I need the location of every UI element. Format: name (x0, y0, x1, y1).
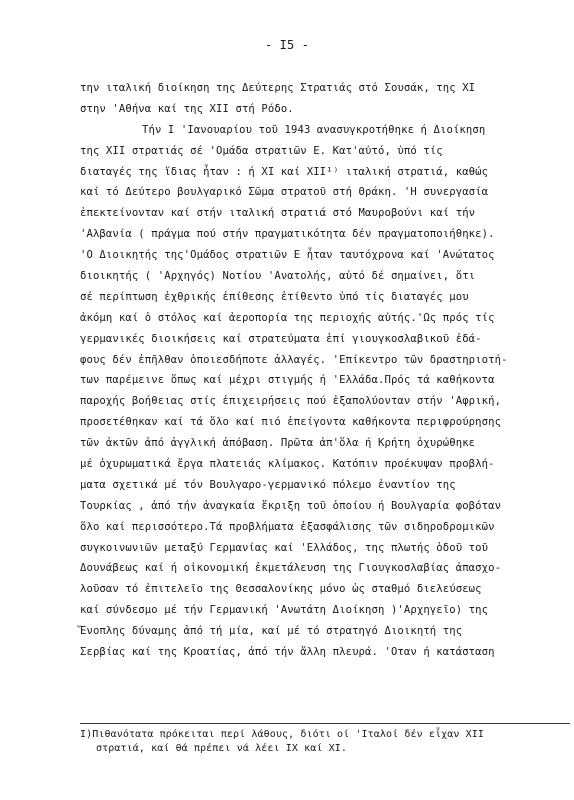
text-line: μέ ὀχυρωματικά ἔργα πλατειάς κλίμακος. Κατόπιν προέκυψαν προβλή- (80, 458, 495, 471)
text-line: ὅλο καί περισσότερο.Τά προβλήματα ἐξασφάλισης τῶν σιδηροδρομικῶν (80, 520, 495, 533)
text-line: τῶν ἀκτῶν ἀπό ἀγγλική ἀπόβαση. Πρῶτα ἀπ'ὅλα ή Κρήτη ὀχυρώθηκε (80, 437, 476, 450)
text-line: φους δέν ἐπῆλθαν ὁποιεσδήποτε ἀλλαγές. 'Επίκεντρο τῶν δραστηριοτή- (80, 353, 508, 366)
text-line: Σερβίας καί της Κροατίας, ἀπό τήν ἄλλη πλευρά. 'Οταν ή κατάσταση (80, 646, 495, 659)
text-line: Δουνάβεως καί ή οἰκονομική ἐκμετάλευση της Γιουγκοσλαβίας ἀπασχο- (80, 562, 502, 575)
text-line: της ΧΙΙ στρατιάς σέ 'Ομάδα στρατιῶν Ε. Κατ'αὐτό, ὑπό τίς (80, 144, 443, 157)
text-line: 'Αλβανία ( πράγμα πού στήν πραγματικότητα δέν πραγματοποιήθηκε). (80, 228, 495, 241)
footnote (80, 728, 570, 756)
text-line: σέ περίπτωση ἐχθρικής ἐπίθεσης ἐτίθεντο ὑπό τίς διαταγές μου (80, 290, 469, 303)
text-line: λοῦσαν τό ἐπιτελεῖο της Θεσσαλονίκης μόνο ὡς σταθμό διελεύσεως (80, 583, 482, 596)
text-line: Τήν Ι 'Ιανουαρίου τοῦ 1943 ανασυγκροτήθηκε ή Διοίκηση (142, 123, 486, 136)
text-line: συγκοινωνιῶν μεταξύ Γερμανίας καί 'Ελλάδος, της πλωτής ὁδοῦ τοῦ (80, 541, 489, 554)
text-line: 'Ο Διοικητής της'Ομάδος στρατιῶν Ε ἦταν ταυτόχρονα καί 'Ανώτατος (80, 249, 495, 262)
text-line: ματα σχετικά μέ τόν Βουλγαρο-γερμανικό πόλεμο ἐναντίον της (80, 478, 456, 491)
text-line: διαταγές της ἴδιας ἦταν : ή ΧΙ καί ΧΙΙ¹⁾ ιταλική στρατιά, καθώς (80, 165, 489, 178)
text-line: Τουρκίας , ἀπό τήν ἀναγκαία ἔκριξη τοῦ ὁποίου ή Βουλγαρία φοβόταν (80, 499, 502, 512)
text-line: διοικητής ( 'Αρχηγός) Νοτίου 'Ανατολής, αὐτό δέ σημαίνει, ὅτι (80, 270, 476, 283)
text-line: προσετέθηκαν καί τά ὅλο καί πιό ἐπείγοντα καθήκοντα περιφρούρησης (80, 416, 502, 429)
text-line: στην 'Αθήνα καί της ΧΙΙ στή Ρόδο. (80, 102, 294, 115)
text-line: ἐπεκτείνονταν καί στήν ιταλική στρατιά στό Μαυροβούνι καί τήν (80, 207, 476, 220)
page-number: - I5 - (265, 38, 309, 52)
footnote-line: Ι)Πιθανότατα πρόκειται περί λάθους, διότι οί 'Ιταλοί δέν εἶχαν ΧΙΙ (80, 729, 484, 740)
text-line: Ἔνοπλης δύναμης ἀπό τή μία, καί μέ τό στρατηγό Διοικητή της (80, 625, 463, 638)
text-line: των παρέμεινε ὅπως καί μέχρι στιγμής ή 'Ελλάδα.Πρός τά καθήκοντα (80, 374, 495, 387)
footnote-divider (80, 723, 570, 724)
text-line: την ιταλική διοίκηση της Δεύτερης Στρατιάς στό Σουσάκ, της ΧΙ (80, 82, 476, 94)
footnote-line: στρατιά, καί θά πρέπει νά λέει ΙΧ καί ΧΙ. (96, 743, 347, 754)
text-line: γερμανικές διοικήσεις καί στρατεύματα ἐπί γιουγκοσλαβικοῦ ἐδά- (80, 332, 482, 345)
body-text (80, 78, 570, 663)
text-line: παροχής βοήθειας στίς ἐπιχειρήσεις πού ἐξαπολύονταν στήν 'Αφρική, (80, 395, 502, 408)
text-line: καί σύνδεσμο μέ τήν Γερμανική 'Ανωτάτη Διοίκηση )'Αρχηγεῖο) της (80, 604, 489, 617)
text-line: καί τό Δεύτερο βουλγαρικό Σῶμα στρατοῦ στή Θράκη. 'Η συνεργασία (80, 186, 489, 199)
text-line: ἀκόμη καί ὁ στόλος καί ἀεροπορία της περιοχής αὐτής.'Ως πρός τίς (80, 311, 495, 324)
